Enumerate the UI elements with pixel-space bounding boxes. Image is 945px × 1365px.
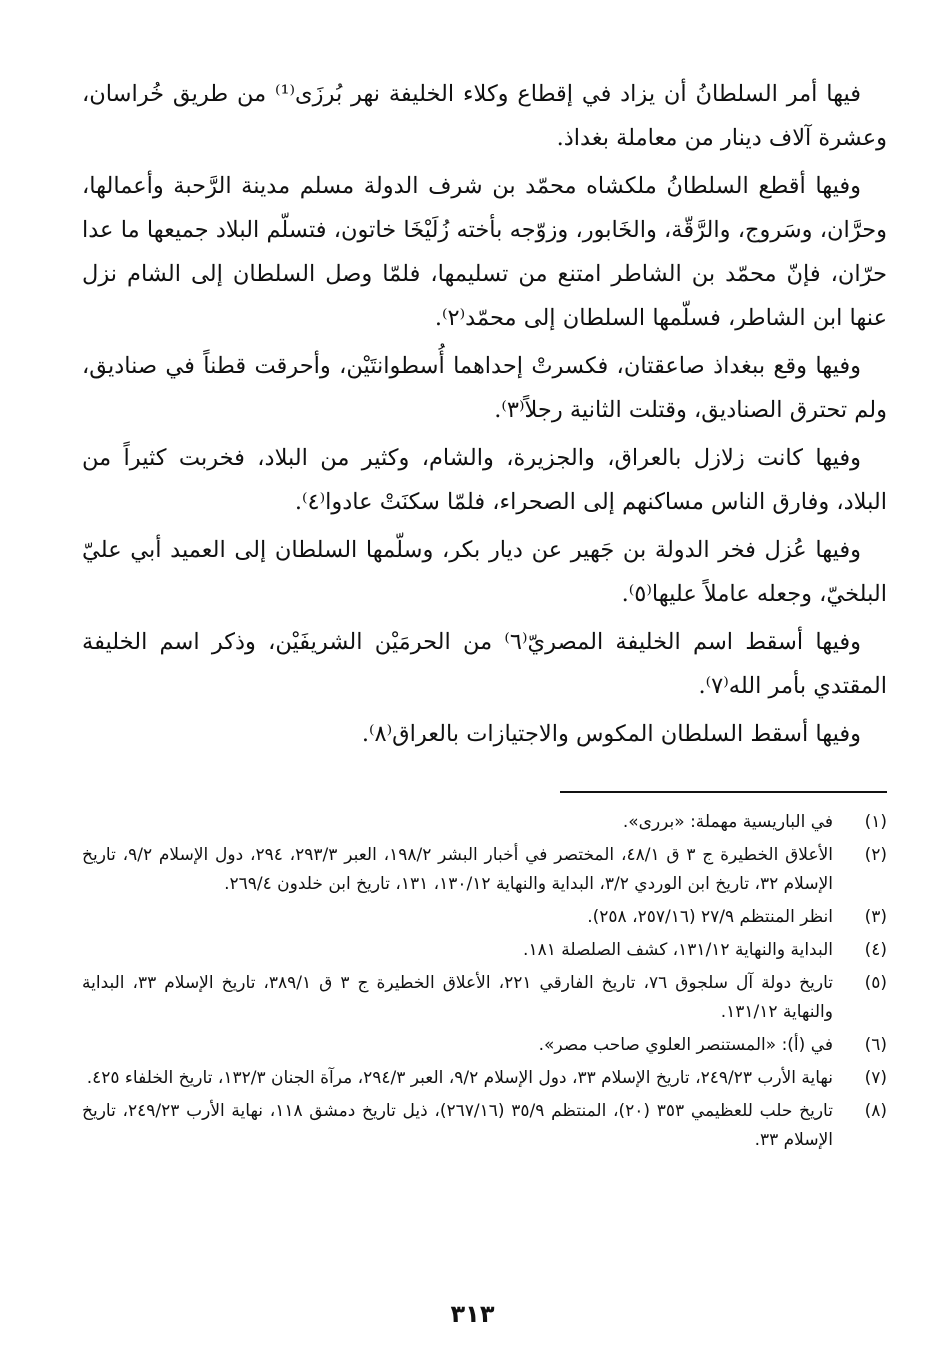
- footnote-number: (٨): [864, 1101, 887, 1121]
- footnote-number: (٧): [864, 1068, 887, 1088]
- footnote-number: (١): [864, 812, 887, 832]
- footnote-text: الأعلاق الخطيرة ج ٣ ق ٤٨/١، المختصر في أخبار البشر ١٩٨/٢، العبر ٢٩٣/٣، ٢٩٤، دول الإسلام ٩/٢، تاريخ الإسلام ٣٢، تاريخ ابن الوردي ٣/٢، البداية والنهاية ١٣٠/١٢، ١٣١، تاريخ ابن خلدون ٢٦٩/٤.: [82, 845, 834, 894]
- paragraph: وفيها وقع ببغداذ صاعقتان، فكسرتْ إحداهما أُسطوانتَيْن، وأحرقت قطناً في صناديق، ولم تحترق الصناديق، وقتلت الثانية رجلاً⁽٣⁾.: [82, 353, 887, 423]
- footnote: [82, 1097, 887, 1155]
- footnote: [82, 969, 887, 1027]
- footnote-number: (٦): [864, 1035, 887, 1055]
- footnote-number: (٣): [864, 907, 887, 927]
- footnote-text: في الباريسية مهملة: «بررى».: [622, 812, 833, 832]
- paragraph: وفيها كانت زلازل بالعراق، والجزيرة، والشام، وكثير من البلاد، فخربت كثيراً من البلاد، وفارق الناس مساكنهم إلى الصحراء، فلمّا سكنَتْ عادوا⁽٤⁾.: [82, 445, 887, 515]
- footnote: [82, 808, 887, 837]
- footnote: [82, 1031, 887, 1060]
- paragraph: وفيها أسقط اسم الخليفة المصريّ⁽٦⁾ من الحرمَيْن الشريفَيْن، وذكر اسم الخليفة المقتدي بأمر الله⁽٧⁾.: [82, 629, 887, 699]
- footnote-text: البداية والنهاية ١٣١/١٢، كشف الصلصلة ١٨١.: [523, 940, 833, 960]
- footnote-number: (٥): [864, 973, 887, 993]
- footnote-text: في (أ): «المستنصر العلوي صاحب مصر».: [538, 1035, 833, 1055]
- footnote: [82, 936, 887, 965]
- footnotes: [82, 808, 887, 1159]
- footnote-number: (٤): [864, 940, 887, 960]
- footnote-number: (٢): [864, 845, 887, 865]
- footnote-divider: [560, 791, 887, 793]
- paragraph: وفيها عُزل فخر الدولة بن جَهير عن ديار بكر، وسلّمها السلطان إلى العميد أبي عليّ البلخيّ، وجعله عاملاً عليها⁽٥⁾.: [82, 537, 887, 607]
- paragraph: وفيها أسقط السلطان المكوس والاجتيازات بالعراق⁽٨⁾.: [361, 721, 861, 747]
- footnote-text: تاريخ دولة آل سلجوق ٧٦، تاريخ الفارقي ٢٢١، الأعلاق الخطيرة ج ٣ ق ٣٨٩/١، تاريخ الإسلام ٣٣، البداية والنهاية ١٣١/١٢.: [82, 973, 833, 1022]
- page-number: ٣١٣: [450, 1300, 495, 1328]
- paragraph: وفيها أقطع السلطانُ ملكشاه محمّد بن شرف الدولة مسلم مدينة الرَّحبة وأعمالها، وحرَّان، وسَروج، والرَّقّة، والخَابور، وزوّجه بأخته زُلَيْخَا خاتون، فتسلّم البلاد جميعها ما عدا حرّان، فإنّ محمّد بن الشاطر امتنع من تسليمها، فلمّا وصل السلطان إلى الشام نزل عنها ابن الشاطر، فسلّمها السلطان إلى محمّد⁽٢⁾.: [82, 173, 887, 331]
- footnote: [82, 903, 887, 932]
- footnote-text: تاريخ حلب للعظيمي ٣٥٣ (٢٠)، المنتظم ٣٥/٩ (٢٦٧/١٦)، ذيل تاريخ دمشق ١١٨، نهاية الأرب ٢٤٩/٢٣، تاريخ الإسلام ٣٣.: [82, 1101, 833, 1150]
- footnote-text: انظر المنتظم ٢٧/٩ (٢٥٧/١٦، ٢٥٨).: [587, 907, 833, 927]
- footnote-text: نهاية الأرب ٢٤٩/٢٣، تاريخ الإسلام ٣٣، دول الإسلام ٩/٢، العبر ٢٩٤/٣، مرآة الجنان ١٣٢/٣، تاريخ الخلفاء ٤٢٥.: [86, 1068, 833, 1088]
- footnote: [82, 1064, 887, 1093]
- paragraph: فيها أمر السلطانُ أن يزاد في إقطاع وكلاء الخليفة نهر بُرزَى⁽¹⁾ من طريق خُراسان، وعشرة آلاف دينار من معاملة بغداذ.: [82, 81, 887, 151]
- footnote: [82, 841, 887, 899]
- main-text: [82, 72, 887, 760]
